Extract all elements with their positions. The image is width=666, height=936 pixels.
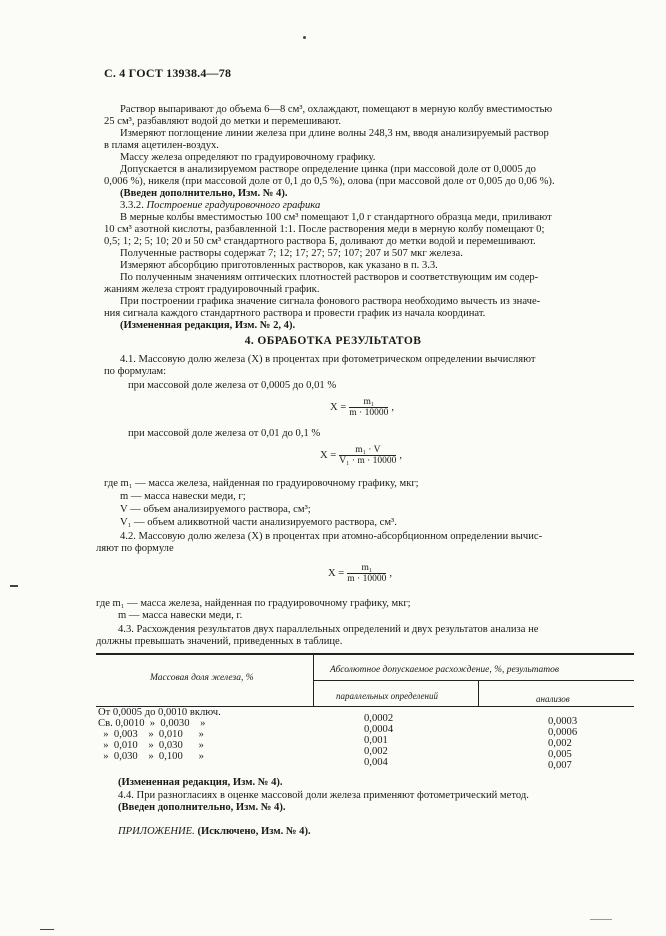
scan-mark xyxy=(590,919,612,920)
text-line: 4.2. Массовую долю железа (X) в процентах при атомно-абсорбционном определении вычис- xyxy=(120,531,543,542)
formula-end: , xyxy=(399,450,403,461)
text-line: по формулам: xyxy=(104,366,167,377)
table-cell-parallel: 0,004 xyxy=(364,757,388,768)
table-sub-rule xyxy=(313,680,634,681)
table-col2-header: Абсолютное допускаемое расхождение, %, результатов xyxy=(330,665,560,675)
table-cell-parallel: 0,0004 xyxy=(364,724,394,735)
table-cell-analyses: 0,002 xyxy=(548,738,572,749)
text-line: 0,5; 1; 2; 5; 10; 20 и 50 см³ стандартного раствора Б, доливают до метки водой и перемешивают. xyxy=(104,236,536,247)
definition-line: m — масса навески меди, г. xyxy=(118,610,243,621)
formula-2 xyxy=(320,445,402,466)
text-line: Допускается в анализируемом растворе определение цинка (при массовой доле от 0,0005 до xyxy=(120,164,536,175)
subsection-title: Построение градуировочного графика xyxy=(146,200,321,211)
text-line: При построении графика значение сигнала фонового раствора необходимо вычесть из значе- xyxy=(120,296,541,307)
text-line: 0,006 %), никеля (при массовой доле от 0,1 до 0,5 %), олова (при массовой доле от 0,005 до 0,06 %). xyxy=(104,176,555,187)
formula-denominator: m · 10000 xyxy=(349,408,389,418)
table-cell-parallel: 0,002 xyxy=(364,746,388,757)
text-line: ляют по формуле xyxy=(96,543,174,554)
text-line: Полученные растворы содержат 7; 12; 17; 27; 57; 107; 207 и 507 мкг железа. xyxy=(120,248,463,259)
table-cell-range: От 0,0005 до 0,0010 включ. xyxy=(98,707,221,718)
definition-line: где m₁ — масса железа, найденная по градуировочному графику, мкг; xyxy=(104,478,419,489)
page-header: С. 4 ГОСТ 13938.4—78 xyxy=(104,66,232,80)
definition-line: V — объем анализируемого раствора, см³; xyxy=(120,504,311,515)
text-line: жаниям железа строят градуировочный график. xyxy=(104,284,320,295)
subsection-number: 3.3.2. xyxy=(120,200,144,211)
definition-line: где m₁ — масса железа, найденная по градуировочному графику, мкг; xyxy=(96,598,411,609)
table-cell-range: » 0,010 » 0,030 » xyxy=(98,740,204,751)
table-cell-parallel: 0,0002 xyxy=(364,713,394,724)
table-sub-divider xyxy=(478,680,479,707)
text-line: ния сигнала каждого стандартного раствора и провести график из начала координат. xyxy=(104,308,486,319)
formula-lhs: X = xyxy=(330,402,347,413)
scan-speck xyxy=(303,36,306,39)
scan-mark xyxy=(10,585,18,587)
scan-mark xyxy=(40,929,54,930)
formula-numerator: m₁ xyxy=(361,563,373,573)
formula-1 xyxy=(330,397,394,418)
table-sub-header-analyses: анализов xyxy=(536,694,570,704)
formula-denominator: V₁ · m · 10000 xyxy=(339,456,397,466)
formula-3 xyxy=(328,563,392,584)
formula-end: , xyxy=(391,402,394,413)
table-cell-parallel: 0,001 xyxy=(364,735,388,746)
table-sub-header-parallel: параллельных определений xyxy=(336,691,438,701)
appendix-note xyxy=(118,826,311,838)
table-cell-range: » 0,003 » 0,010 » xyxy=(98,729,204,740)
text-line: 4.3. Расхождения результатов двух параллельных определений и двух результатов анализа не xyxy=(118,624,539,635)
table-cell-analyses: 0,0006 xyxy=(548,727,578,738)
amendment-note: (Измененная редакция, Изм. № 4). xyxy=(118,777,283,788)
definition-line: V₁ — объем аликвотной части анализируемого раствора, см³. xyxy=(120,517,397,528)
text-line: Массу железа определяют по градуировочному графику. xyxy=(120,152,376,163)
text-line: По полученным значениям оптических плотностей растворов и соответствующим им содер- xyxy=(120,272,539,283)
formula-numerator: m₁ xyxy=(363,397,375,407)
text-line: 10 см³ азотной кислоты, разбавленной 1:1. После растворения меди в мерную колбу помещают 0; xyxy=(104,224,545,235)
text-line: Измеряют поглощение линии железа при длине волны 248,3 нм, вводя анализируемый раствор xyxy=(120,128,549,139)
text-line: в пламя ацетилен-воздух. xyxy=(104,140,219,151)
appendix-status: (Исключено, Изм. № 4). xyxy=(194,826,311,837)
formula-lhs: X = xyxy=(320,450,337,461)
formula-end: , xyxy=(389,568,392,579)
amendment-note: (Введен дополнительно, Изм. № 4). xyxy=(120,188,288,199)
amendment-note: (Измененная редакция, Изм. № 2, 4). xyxy=(120,320,296,331)
text-line: 25 см³, разбавляют водой до метки и перемешивают. xyxy=(104,116,341,127)
text-line: 4.1. Массовую долю железа (X) в процентах при фотометрическом определении вычисляют xyxy=(120,354,536,365)
table-top-rule xyxy=(96,653,634,655)
amendment-note: (Введен дополнительно, Изм. № 4). xyxy=(118,802,286,813)
table-col1-header: Массовая доля железа, % xyxy=(150,673,254,683)
text-line: В мерные колбы вместимостью 100 см³ помещают 1,0 г стандартного образца меди, приливают xyxy=(120,212,552,223)
formula-denominator: m · 10000 xyxy=(347,574,387,584)
condition-line: при массовой доле железа от 0,01 до 0,1 % xyxy=(128,428,321,439)
formula-lhs: X = xyxy=(328,568,345,579)
formula-numerator: m₁ · V xyxy=(355,445,381,455)
text-line: 4.4. При разногласиях в оценке массовой доли железа применяют фотометрический метод. xyxy=(118,790,529,801)
table-cell-analyses: 0,005 xyxy=(548,749,572,760)
table-cell-analyses: 0,007 xyxy=(548,760,572,771)
text-line: Раствор выпаривают до объема 6—8 см³, охлаждают, помещают в мерную колбу вместимостью xyxy=(120,104,553,115)
text-line: Измеряют абсорбцию приготовленных растворов, как указано в п. 3.3. xyxy=(120,260,438,271)
text-line: должны превышать значений, приведенных в таблице. xyxy=(96,636,343,647)
section-title: 4. ОБРАБОТКА РЕЗУЛЬТАТОВ xyxy=(244,335,422,347)
table-cell-range: Св. 0,0010 » 0,0030 » xyxy=(98,718,206,729)
condition-line: при массовой доле железа от 0,0005 до 0,01 % xyxy=(128,380,337,391)
subsection-heading xyxy=(120,200,320,212)
appendix-label: ПРИЛОЖЕНИЕ. xyxy=(118,826,195,837)
table-cell-analyses: 0,0003 xyxy=(548,716,578,727)
definition-line: m — масса навески меди, г; xyxy=(120,491,246,502)
table-cell-range: » 0,030 » 0,100 » xyxy=(98,751,204,762)
